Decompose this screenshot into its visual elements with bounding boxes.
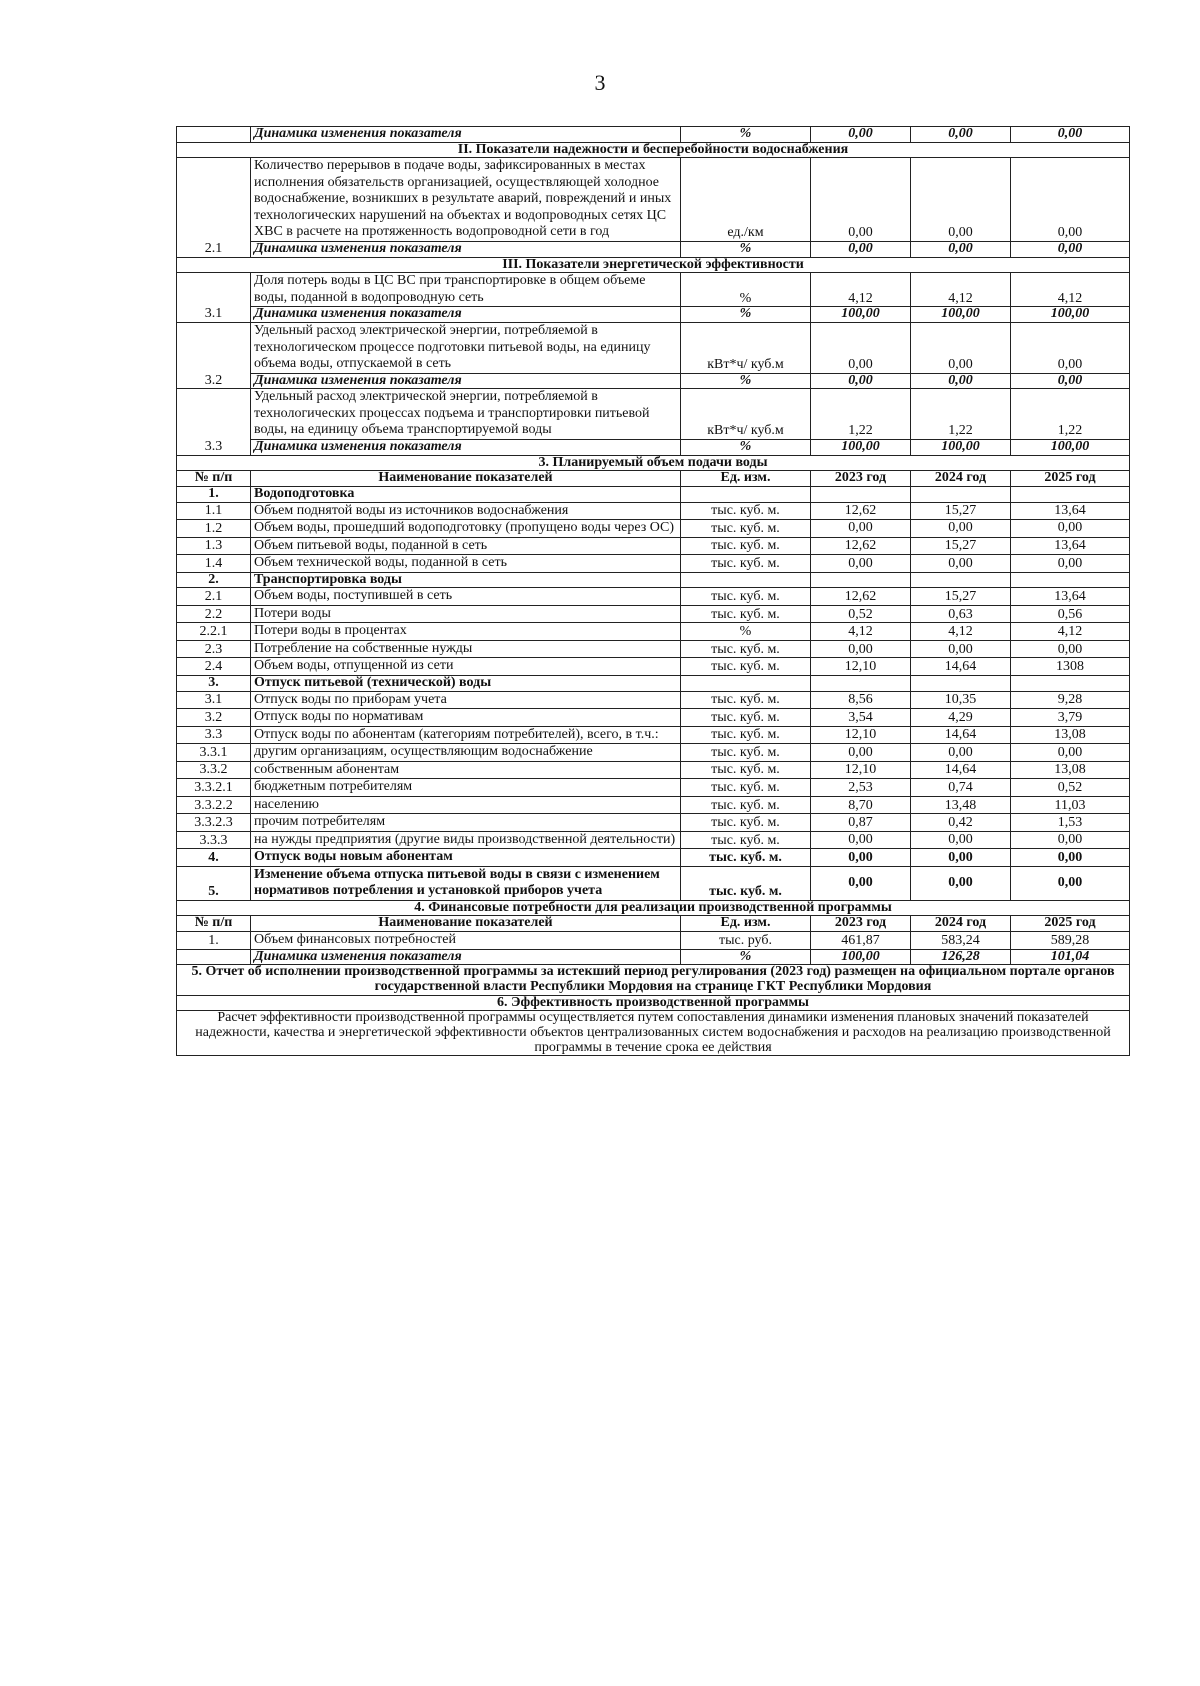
table-row xyxy=(177,779,1130,797)
group-name: Транспортировка воды xyxy=(251,572,681,588)
row-value: 12,10 xyxy=(811,658,911,676)
row-value: 0,00 xyxy=(1011,849,1130,867)
group-row xyxy=(177,572,1130,588)
dynamics-label: Динамика изменения показателя xyxy=(251,127,681,143)
row-value: 101,04 xyxy=(1011,949,1130,965)
table-row xyxy=(177,623,1130,641)
row-name: населению xyxy=(251,796,681,814)
section-title: 5. Отчет об исполнении производственной программы за истекший период регулирования (2023 год) размещен на официальном портале органов государственной власти Республики Мордовия на странице ГКТ Республики Мордовия xyxy=(177,965,1130,995)
row-value: 126,28 xyxy=(911,949,1011,965)
row-value: 4,12 xyxy=(1011,273,1130,307)
row-number: 3.1 xyxy=(177,691,251,709)
section-row xyxy=(177,455,1130,471)
row-name: Потери воды в процентах xyxy=(251,623,681,641)
row-value: 0,00 xyxy=(911,555,1011,573)
row-value: 0,00 xyxy=(811,241,911,257)
row-value: 0,56 xyxy=(1011,605,1130,623)
row-value: 10,35 xyxy=(911,691,1011,709)
row-number: 3.2 xyxy=(177,709,251,727)
row-value: 1,22 xyxy=(911,389,1011,440)
row-value: 4,12 xyxy=(811,273,911,307)
row-name: прочим потребителям xyxy=(251,814,681,832)
row-value: 0,00 xyxy=(911,520,1011,538)
description-row xyxy=(177,1011,1130,1056)
row-value: 100,00 xyxy=(1011,439,1130,455)
row-unit: тыс. куб. м. xyxy=(681,779,811,797)
section-row xyxy=(177,965,1130,995)
row-name: Объем воды, поступившей в сеть xyxy=(251,588,681,606)
section-row xyxy=(177,900,1130,916)
row-value: 8,70 xyxy=(811,796,911,814)
row-unit: тыс. руб. xyxy=(681,932,811,950)
row-value: 0,00 xyxy=(911,127,1011,143)
program-table xyxy=(176,126,1130,1056)
row-value: 13,64 xyxy=(1011,537,1130,555)
row-number: 1. xyxy=(177,486,251,502)
dynamics-row xyxy=(177,949,1130,965)
row-unit: тыс. куб. м. xyxy=(681,520,811,538)
row-value: 11,03 xyxy=(1011,796,1130,814)
row-number: 2. xyxy=(177,572,251,588)
row-unit: ед./км xyxy=(681,158,811,242)
section-title: III. Показатели энергетической эффективности xyxy=(177,257,1130,273)
table-row xyxy=(177,761,1130,779)
row-value: 0,00 xyxy=(811,323,911,374)
row-value: 0,00 xyxy=(911,744,1011,762)
header-num: № п/п xyxy=(177,916,251,932)
row-value: 1,53 xyxy=(1011,814,1130,832)
row-unit: тыс. куб. м. xyxy=(681,658,811,676)
row-value xyxy=(911,675,1011,691)
row-number: 3.3.3 xyxy=(177,831,251,849)
row-value: 12,10 xyxy=(811,726,911,744)
row-name: собственным абонентам xyxy=(251,761,681,779)
row-unit: тыс. куб. м. xyxy=(681,761,811,779)
table-row xyxy=(177,520,1130,538)
row-value: 0,00 xyxy=(1011,127,1130,143)
row-unit: тыс. куб. м. xyxy=(681,640,811,658)
row-value xyxy=(811,675,911,691)
row-unit: % xyxy=(681,127,811,143)
row-unit: % xyxy=(681,439,811,455)
dynamics-row xyxy=(177,127,1130,143)
table-row xyxy=(177,726,1130,744)
row-number: 1. xyxy=(177,932,251,950)
row-value: 0,00 xyxy=(1011,323,1130,374)
table-row xyxy=(177,502,1130,520)
row-name: Потребление на собственные нужды xyxy=(251,640,681,658)
dynamics-row xyxy=(177,373,1130,389)
row-value: 1,22 xyxy=(1011,389,1130,440)
row-unit: тыс. куб. м. xyxy=(681,605,811,623)
row-value: 0,52 xyxy=(1011,779,1130,797)
row-value: 12,62 xyxy=(811,588,911,606)
row-value: 14,64 xyxy=(911,761,1011,779)
table-row xyxy=(177,744,1130,762)
row-value: 13,08 xyxy=(1011,761,1130,779)
dynamics-row xyxy=(177,307,1130,323)
header-name: Наименование показателей xyxy=(251,916,681,932)
dynamics-label: Динамика изменения показателя xyxy=(251,241,681,257)
row-value: 13,64 xyxy=(1011,588,1130,606)
row-unit: тыс. куб. м. xyxy=(681,709,811,727)
row-name: Объем технической воды, поданной в сеть xyxy=(251,555,681,573)
table-row xyxy=(177,709,1130,727)
header-year: 2025 год xyxy=(1011,916,1130,932)
row-name: Объем финансовых потребностей xyxy=(251,932,681,950)
dynamics-label: Динамика изменения показателя xyxy=(251,373,681,389)
row-value xyxy=(911,572,1011,588)
row-unit xyxy=(681,486,811,502)
row-value: 9,28 xyxy=(1011,691,1130,709)
row-name: Объем воды, прошедший водоподготовку (пропущено воды через ОС) xyxy=(251,520,681,538)
row-value xyxy=(811,572,911,588)
row-value: 13,48 xyxy=(911,796,1011,814)
table-row xyxy=(177,849,1130,867)
table-row xyxy=(177,866,1130,900)
header-year: 2025 год xyxy=(1011,471,1130,487)
table-row xyxy=(177,658,1130,676)
row-number xyxy=(177,949,251,965)
table-row xyxy=(177,605,1130,623)
row-number: 2.4 xyxy=(177,658,251,676)
row-value: 2,53 xyxy=(811,779,911,797)
header-name: Наименование показателей xyxy=(251,471,681,487)
row-number: 4. xyxy=(177,849,251,867)
row-name: другим организациям, осуществляющим водоснабжение xyxy=(251,744,681,762)
page-number: 3 xyxy=(594,70,606,95)
row-value: 0,00 xyxy=(811,640,911,658)
header-row xyxy=(177,916,1130,932)
row-unit: % xyxy=(681,373,811,389)
row-unit: % xyxy=(681,623,811,641)
group-name: Отпуск питьевой (технической) воды xyxy=(251,675,681,691)
row-unit: % xyxy=(681,273,811,307)
row-value: 15,27 xyxy=(911,537,1011,555)
header-unit: Ед. изм. xyxy=(681,916,811,932)
row-number: 2.3 xyxy=(177,640,251,658)
row-number: 3.2 xyxy=(177,323,251,389)
row-value: 3,79 xyxy=(1011,709,1130,727)
table-row xyxy=(177,691,1130,709)
dynamics-row xyxy=(177,241,1130,257)
row-number: 2.2 xyxy=(177,605,251,623)
header-unit: Ед. изм. xyxy=(681,471,811,487)
row-value: 1308 xyxy=(1011,658,1130,676)
table-row xyxy=(177,932,1130,950)
row-unit: тыс. куб. м. xyxy=(681,849,811,867)
row-value: 8,56 xyxy=(811,691,911,709)
row-value: 100,00 xyxy=(911,439,1011,455)
row-name: Удельный расход электрической энергии, потребляемой в технологических процессах подъема и транспортировки питьевой воды, на единицу объема транспортируемой воды xyxy=(251,389,681,440)
row-number: 3.3.2.3 xyxy=(177,814,251,832)
row-value: 0,00 xyxy=(811,831,911,849)
row-number: 3.3.1 xyxy=(177,744,251,762)
row-unit: тыс. куб. м. xyxy=(681,796,811,814)
section-title: 6. Эффективность производственной программы xyxy=(177,995,1130,1011)
row-number: 3.3.2.1 xyxy=(177,779,251,797)
row-number: 3.3.2 xyxy=(177,761,251,779)
row-value: 0,00 xyxy=(911,849,1011,867)
row-value: 14,64 xyxy=(911,726,1011,744)
row-name: Отпуск воды по приборам учета xyxy=(251,691,681,709)
row-value: 0,42 xyxy=(911,814,1011,832)
row-value: 0,00 xyxy=(1011,373,1130,389)
header-row xyxy=(177,471,1130,487)
row-name: Количество перерывов в подаче воды, зафиксированных в местах исполнения обязательств организацией, осуществляющей холодное водоснабжение, возникших в результате аварий, повреждений и иных технологических нарушений на объектах и водопроводных сетях ЦС ХВС в расчете на протяженность водопроводной сети в год xyxy=(251,158,681,242)
row-value: 4,12 xyxy=(911,273,1011,307)
row-unit: % xyxy=(681,307,811,323)
row-value: 0,00 xyxy=(1011,241,1130,257)
row-value: 3,54 xyxy=(811,709,911,727)
row-value: 0,87 xyxy=(811,814,911,832)
row-value xyxy=(1011,486,1130,502)
row-name: Объем поднятой воды из источников водоснабжения xyxy=(251,502,681,520)
row-value: 100,00 xyxy=(811,307,911,323)
row-value: 0,00 xyxy=(1011,640,1130,658)
description-text: Расчет эффективности производственной программы осуществляется путем сопоставления динамики изменения плановых значений показателей надежности, качества и энергетической эффективности объектов централизованных систем водоснабжения и расходов на реализацию производственной программы в течение срока ее действия xyxy=(177,1011,1130,1056)
row-value: 0,00 xyxy=(911,323,1011,374)
row-value xyxy=(1011,572,1130,588)
row-unit: тыс. куб. м. xyxy=(681,726,811,744)
row-value: 15,27 xyxy=(911,502,1011,520)
row-name: Изменение объема отпуска питьевой воды в связи с изменением нормативов потребления и установкой приборов учета xyxy=(251,866,681,900)
row-unit: тыс. куб. м. xyxy=(681,537,811,555)
header-year: 2023 год xyxy=(811,471,911,487)
row-value: 4,12 xyxy=(911,623,1011,641)
row-value: 0,00 xyxy=(811,127,911,143)
header-year: 2024 год xyxy=(911,471,1011,487)
row-number: 2.1 xyxy=(177,588,251,606)
row-value: 1,22 xyxy=(811,389,911,440)
row-value: 0,00 xyxy=(911,866,1011,900)
section-title: 3. Планируемый объем подачи воды xyxy=(177,455,1130,471)
row-value: 100,00 xyxy=(811,949,911,965)
row-value: 0,00 xyxy=(1011,555,1130,573)
row-name: Отпуск воды по нормативам xyxy=(251,709,681,727)
row-value: 15,27 xyxy=(911,588,1011,606)
row-unit: тыс. куб. м. xyxy=(681,744,811,762)
row-value: 0,00 xyxy=(811,849,911,867)
row-value: 0,00 xyxy=(811,158,911,242)
row-value: 0,00 xyxy=(911,158,1011,242)
row-value: 14,64 xyxy=(911,658,1011,676)
table-row xyxy=(177,814,1130,832)
row-number: 3.3 xyxy=(177,726,251,744)
row-value: 100,00 xyxy=(811,439,911,455)
indicator-row xyxy=(177,389,1130,440)
row-unit: тыс. куб. м. xyxy=(681,588,811,606)
row-value: 12,62 xyxy=(811,502,911,520)
row-value xyxy=(811,486,911,502)
row-value: 0,52 xyxy=(811,605,911,623)
row-value: 0,00 xyxy=(811,744,911,762)
row-name: Доля потерь воды в ЦС ВС при транспортировке в общем объеме воды, поданной в водопроводную сеть xyxy=(251,273,681,307)
table-row xyxy=(177,537,1130,555)
row-value: 0,00 xyxy=(811,373,911,389)
indicator-row xyxy=(177,273,1130,307)
dynamics-label: Динамика изменения показателя xyxy=(251,439,681,455)
row-value: 0,00 xyxy=(1011,520,1130,538)
table-row xyxy=(177,588,1130,606)
row-unit: % xyxy=(681,241,811,257)
row-value: 100,00 xyxy=(1011,307,1130,323)
row-value: 0,00 xyxy=(811,866,911,900)
table-row xyxy=(177,640,1130,658)
row-unit: тыс. куб. м. xyxy=(681,555,811,573)
row-number xyxy=(177,127,251,143)
row-unit xyxy=(681,675,811,691)
row-name: Отпуск воды по абонентам (категориям потребителей), всего, в т.ч.: xyxy=(251,726,681,744)
table-row xyxy=(177,796,1130,814)
row-value: 0,00 xyxy=(911,241,1011,257)
row-value: 0,63 xyxy=(911,605,1011,623)
row-name: на нужды предприятия (другие виды производственной деятельности) xyxy=(251,831,681,849)
dynamics-row xyxy=(177,439,1130,455)
indicator-row xyxy=(177,158,1130,242)
group-row xyxy=(177,675,1130,691)
table-row xyxy=(177,831,1130,849)
row-name: Объем питьевой воды, поданной в сеть xyxy=(251,537,681,555)
row-value: 589,28 xyxy=(1011,932,1130,950)
row-value xyxy=(911,486,1011,502)
row-unit: тыс. куб. м. xyxy=(681,691,811,709)
section-row xyxy=(177,995,1130,1011)
row-value: 0,00 xyxy=(811,555,911,573)
row-value: 12,62 xyxy=(811,537,911,555)
row-unit: кВт*ч/ куб.м xyxy=(681,389,811,440)
row-value: 0,00 xyxy=(1011,744,1130,762)
row-number: 3.1 xyxy=(177,273,251,323)
row-number: 1.3 xyxy=(177,537,251,555)
row-number: 3. xyxy=(177,675,251,691)
indicator-row xyxy=(177,323,1130,374)
section-title: II. Показатели надежности и бесперебойности водоснабжения xyxy=(177,142,1130,158)
row-value: 12,10 xyxy=(811,761,911,779)
row-unit: тыс. куб. м. xyxy=(681,831,811,849)
row-value: 4,12 xyxy=(811,623,911,641)
section-title: 4. Финансовые потребности для реализации производственной программы xyxy=(177,900,1130,916)
row-value: 0,00 xyxy=(911,640,1011,658)
row-name: Удельный расход электрической энергии, потребляемой в технологическом процессе подготовки питьевой воды, на единицу объема воды, отпускаемой в сеть xyxy=(251,323,681,374)
row-value: 13,08 xyxy=(1011,726,1130,744)
row-value: 0,00 xyxy=(1011,158,1130,242)
row-value: 100,00 xyxy=(911,307,1011,323)
row-value: 0,00 xyxy=(811,520,911,538)
section-row xyxy=(177,257,1130,273)
section-row xyxy=(177,142,1130,158)
row-unit: тыс. куб. м. xyxy=(681,814,811,832)
group-name: Водоподготовка xyxy=(251,486,681,502)
row-number: 5. xyxy=(177,866,251,900)
row-unit: % xyxy=(681,949,811,965)
header-num: № п/п xyxy=(177,471,251,487)
row-number: 1.1 xyxy=(177,502,251,520)
row-value: 0,00 xyxy=(911,831,1011,849)
row-number: 2.2.1 xyxy=(177,623,251,641)
row-value: 0,74 xyxy=(911,779,1011,797)
row-name: Отпуск воды новым абонентам xyxy=(251,849,681,867)
row-name: бюджетным потребителям xyxy=(251,779,681,797)
header-year: 2023 год xyxy=(811,916,911,932)
dynamics-label: Динамика изменения показателя xyxy=(251,307,681,323)
row-name: Потери воды xyxy=(251,605,681,623)
row-value: 461,87 xyxy=(811,932,911,950)
row-number: 3.3.2.2 xyxy=(177,796,251,814)
row-value: 0,00 xyxy=(1011,866,1130,900)
row-value: 0,00 xyxy=(1011,831,1130,849)
header-year: 2024 год xyxy=(911,916,1011,932)
row-value: 583,24 xyxy=(911,932,1011,950)
dynamics-label: Динамика изменения показателя xyxy=(251,949,681,965)
row-unit: тыс. куб. м. xyxy=(681,866,811,900)
row-value: 4,29 xyxy=(911,709,1011,727)
group-row xyxy=(177,486,1130,502)
row-number: 2.1 xyxy=(177,158,251,257)
table-row xyxy=(177,555,1130,573)
row-unit: тыс. куб. м. xyxy=(681,502,811,520)
row-unit: кВт*ч/ куб.м xyxy=(681,323,811,374)
row-name: Объем воды, отпущенной из сети xyxy=(251,658,681,676)
row-unit xyxy=(681,572,811,588)
row-value xyxy=(1011,675,1130,691)
row-value: 4,12 xyxy=(1011,623,1130,641)
row-number: 3.3 xyxy=(177,389,251,455)
row-number: 1.4 xyxy=(177,555,251,573)
row-number: 1.2 xyxy=(177,520,251,538)
row-value: 0,00 xyxy=(911,373,1011,389)
row-value: 13,64 xyxy=(1011,502,1130,520)
